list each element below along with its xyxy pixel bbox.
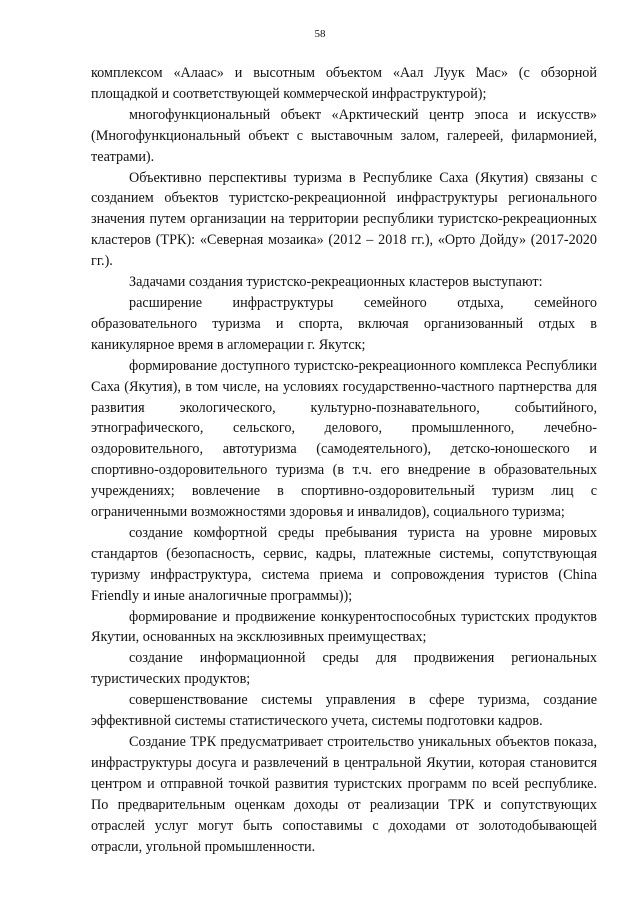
- page-number: 58: [314, 28, 326, 40]
- paragraph: расширение инфраструктуры семейного отдыха, семейного образовательного туризма и спорта, включая организованный отдых в каникулярное время в агломерации г. Якутск;: [91, 294, 597, 353]
- paragraph: создание комфортной среды пребывания туриста на уровне мировых стандартов (безопасность, сервис, кадры, платежные системы, сопутствующая туризму инфраструктура, система приема и сопровождения туристов (China Friendly и иные аналогичные программы));: [91, 524, 597, 604]
- paragraph: Создание ТРК предусматривает строительство уникальных объектов показа, инфраструктуры досуга и развлечений в центральной Якутии, которая становится центром и отправной точкой развития туристских программ по всей республике. По предварительным оценкам доходы от реализации ТРК и сопутствующих отраслей услуг могут быть сопоставимы с доходами от золотодобывающей отрасли, угольной промышленности.: [91, 734, 597, 855]
- paragraph: Объективно перспективы туризма в Республике Саха (Якутия) связаны с созданием объектов туристско-рекреационной инфраструктуры регионального значения путем организации на территории республики туристско-рекреационных кластеров (ТРК): «Северная мозаика» (2012 – 2018 гг.), «Орто Дойду» (2017-2020 гг.).: [91, 169, 597, 270]
- body-text: [91, 63, 597, 857]
- paragraph: формирование доступного туристско-рекреационного комплекса Республики Саха (Якутия), в том числе, на условиях государственно-частного партнерства для развития экологического, культурно-познавательного, событийного, этнографического, сельского, делового, промышленного, лечебно-оздоровительного, автотуризма (самодеятельного), детско-юношеского и спортивно-оздоровительного туризма (в т.ч. его внедрение в образовательных учреждениях; вовлечение в спортивно-оздоровительный туризм лиц с ограниченными возможностями здоровья и инвалидов), социального туризма;: [91, 357, 597, 521]
- paragraph: совершенствование системы управления в сфере туризма, создание эффективной системы статистического учета, системы подготовки кадров.: [91, 692, 597, 730]
- paragraph: Задачами создания туристско-рекреационных кластеров выступают:: [129, 274, 543, 291]
- paragraph: создание информационной среды для продвижения региональных туристических продуктов;: [91, 650, 597, 688]
- paragraph: комплексом «Алаас» и высотным объектом «Аал Луук Мас» (с обзорной площадкой и соответствующей коммерческой инфраструктурой);: [91, 65, 597, 102]
- paragraph: формирование и продвижение конкурентоспособных туристских продуктов Якутии, основанных на эксклюзивных преимуществах;: [91, 608, 597, 646]
- paragraph: многофункциональный объект «Арктический центр эпоса и искусств» (Многофункциональный объект с выставочным залом, галереей, филармонией, театрами).: [91, 106, 597, 165]
